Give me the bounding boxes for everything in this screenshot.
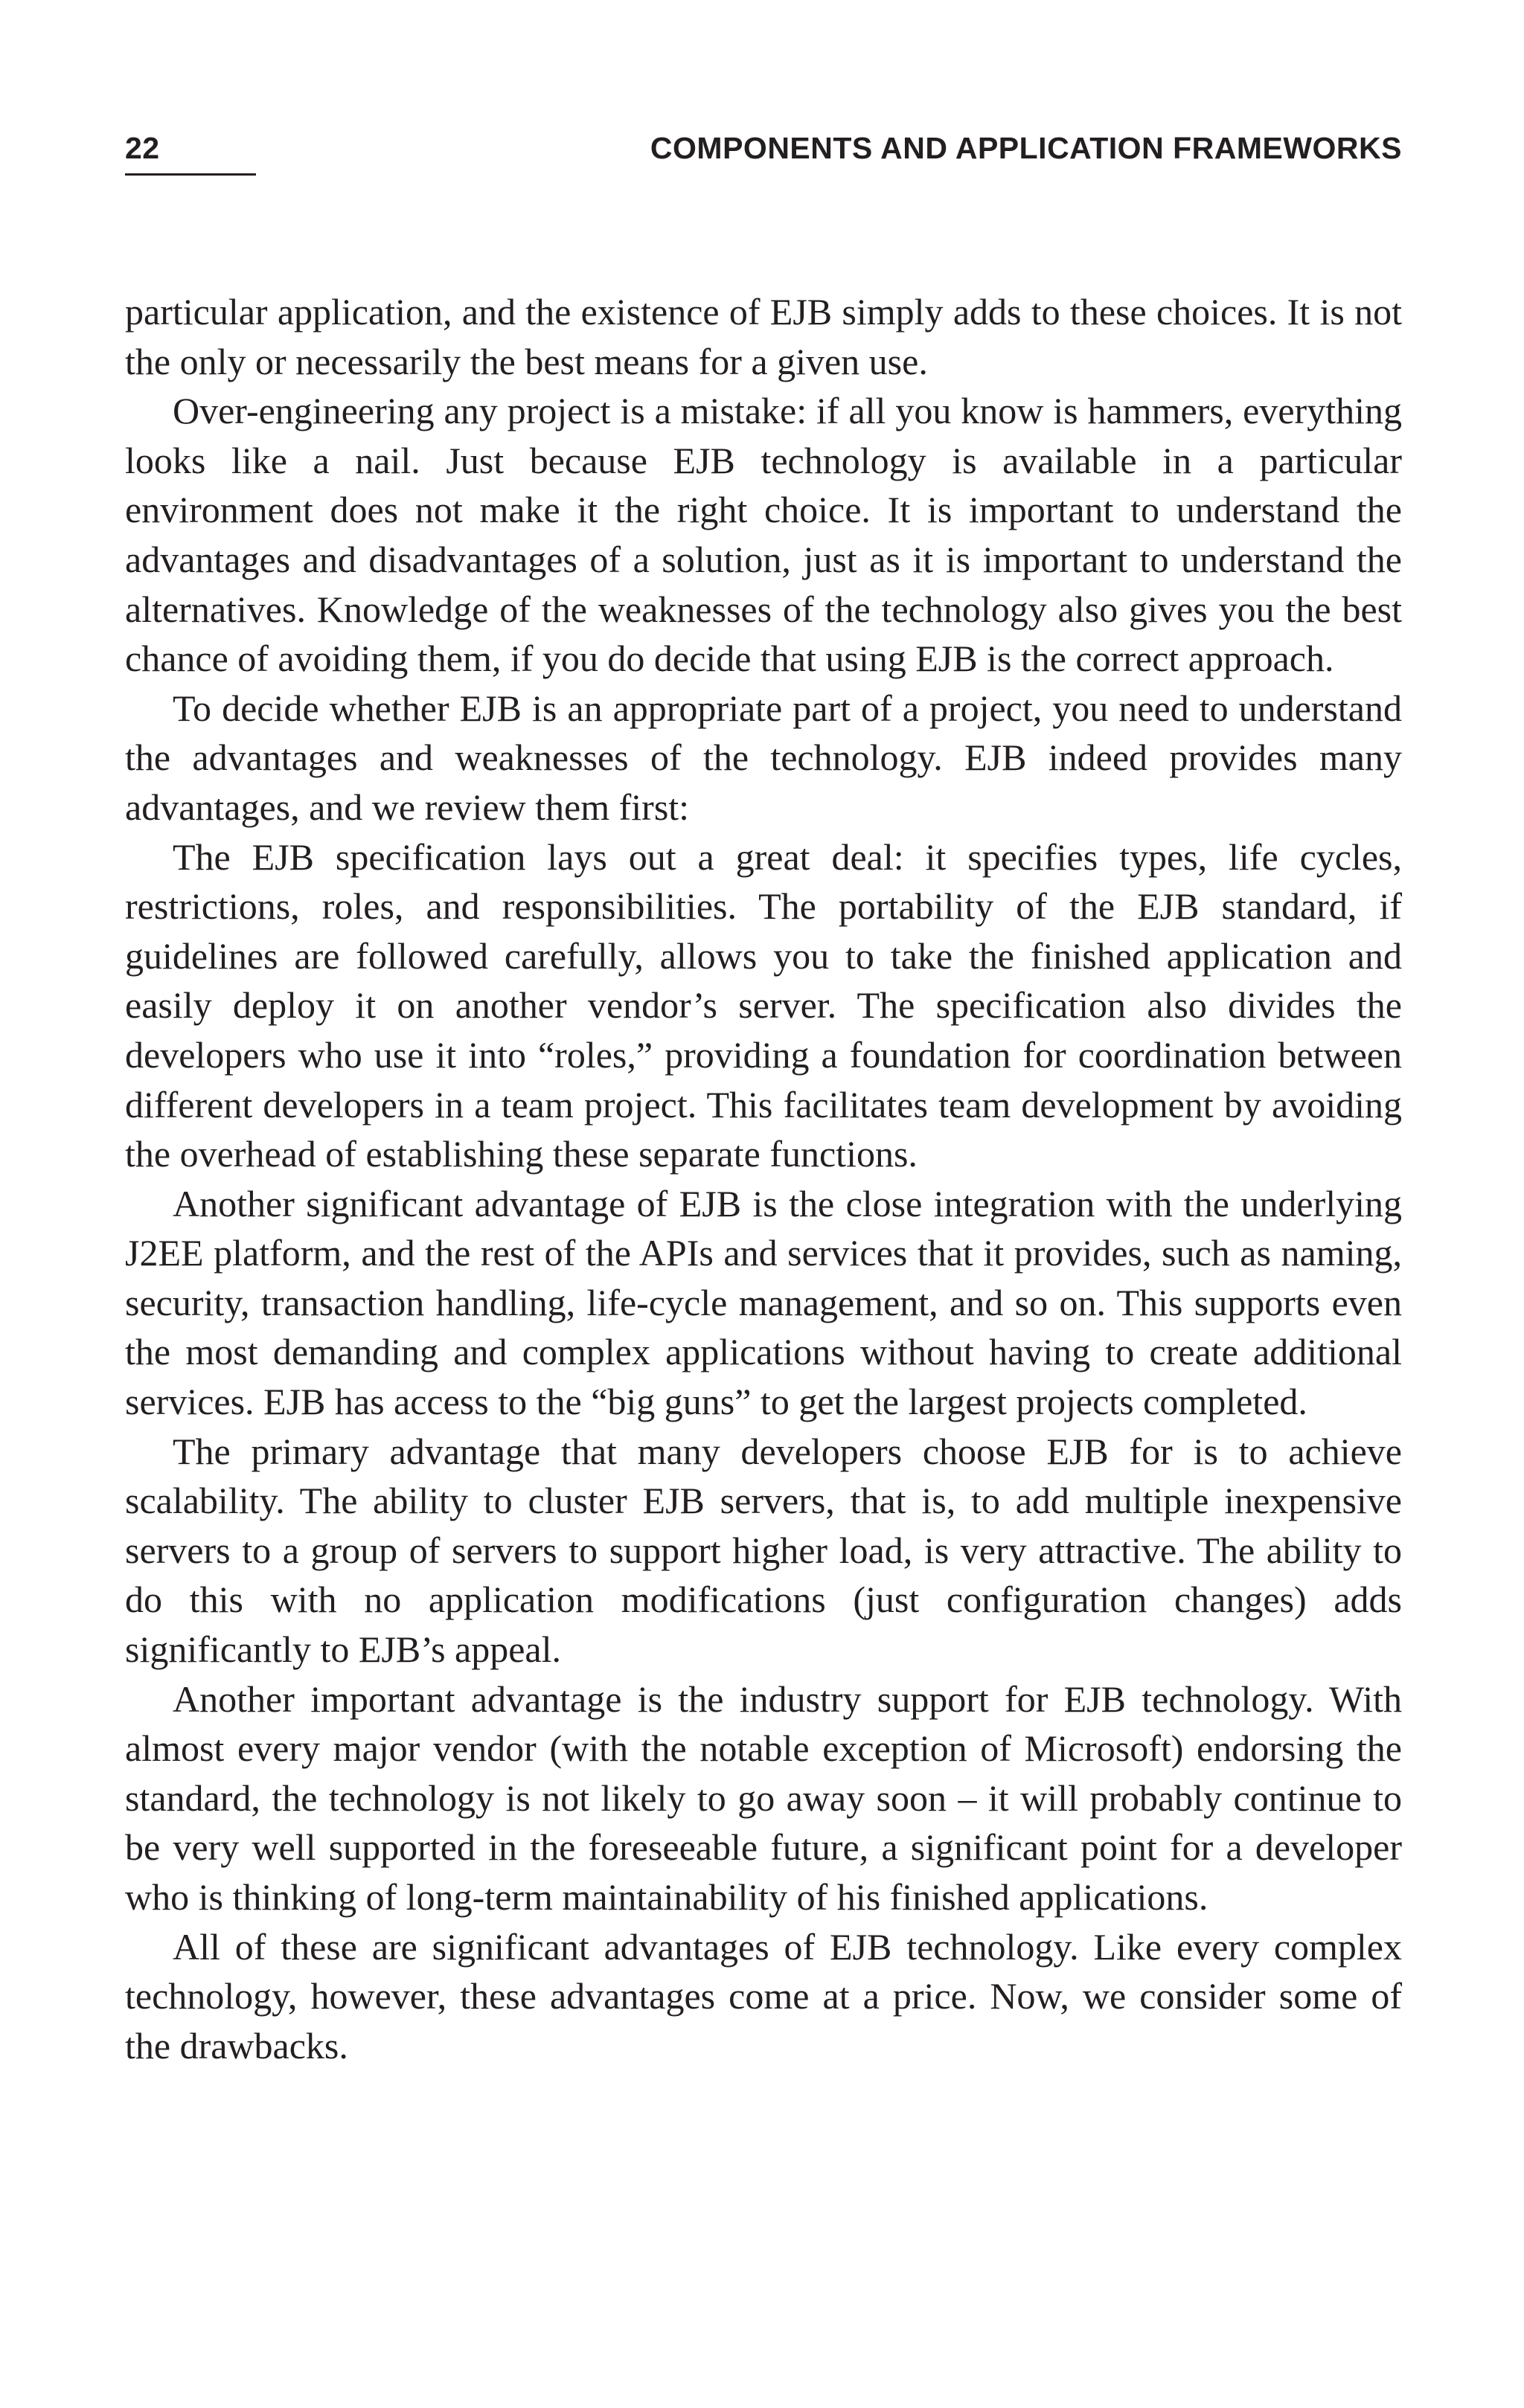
page-header [125, 126, 1402, 179]
paragraph-industry-support: Another important advantage is the industry support for EJB technology. With almost every major vendor (with the notable exception of Microsoft) endorsing the standard, the technology is not likely to go away soon – it will probably continue to be very well supported in the foreseeable future, a significant point for a developer who is thinking of long-term maintainability of his finished applications. [125, 1677, 1402, 1918]
paragraph-specification: The EJB specification lays out a great deal: it specifies types, life cycles, restrictions, roles, and responsibilities. The portability of the EJB standard, if guidelines are followed carefully, allows you to take the finished application and easily deploy it on another vendor’s server. The specification also divides the developers who use it into “roles,” providing a foundation for coordination between different developers in a team project. This facilitates team development by avoiding the overhead of establishing these separate functions. [125, 835, 1402, 1175]
running-head: COMPONENTS AND APPLICATION FRAMEWORKS [650, 131, 1402, 165]
body-text [125, 287, 1402, 2070]
page-number: 22 [125, 131, 256, 176]
paragraph-continuation: particular application, and the existence of EJB simply adds to these choices. It is not the only or necessarily the best means for a given use. [125, 291, 1402, 382]
paragraph-over-engineering: Over-engineering any project is a mistake: if all you know is hammers, everything looks like a nail. Just because EJB technology is available in a particular environment does not make it the right choice. It is important to understand the advantages and disadvantages of a solution, just as it is important to understand the alternatives. Knowledge of the weaknesses of the technology also gives you the best chance of avoiding them, if you do decide that using EJB is the correct approach. [125, 390, 1402, 680]
paragraph-decide-ejb: To decide whether EJB is an appropriate part of a project, you need to understand the advantages and weaknesses of the technology. EJB indeed provides many advantages, and we review them first: [125, 687, 1402, 828]
paragraph-integration: Another significant advantage of EJB is the close integration with the underlying J2EE platform, and the rest of the APIs and services that it provides, such as naming, security, transaction handling, life-cycle management, and so on. This supports even the most demanding and complex applications without having to create additional services. EJB has access to the “big guns” to get the largest projects completed. [125, 1182, 1402, 1423]
paragraph-drawbacks: All of these are significant advantages of EJB technology. Like every complex technology, however, these advantages come at a price. Now, we consider some of the drawbacks. [125, 1925, 1402, 2067]
paragraph-scalability: The primary advantage that many developers choose EJB for is to achieve scalability. The ability to cluster EJB servers, that is, to add multiple inexpensive servers to a group of servers to support higher load, is very attractive. The ability to do this with no application modifications (just configuration changes) adds significantly to EJB’s appeal. [125, 1430, 1402, 1671]
